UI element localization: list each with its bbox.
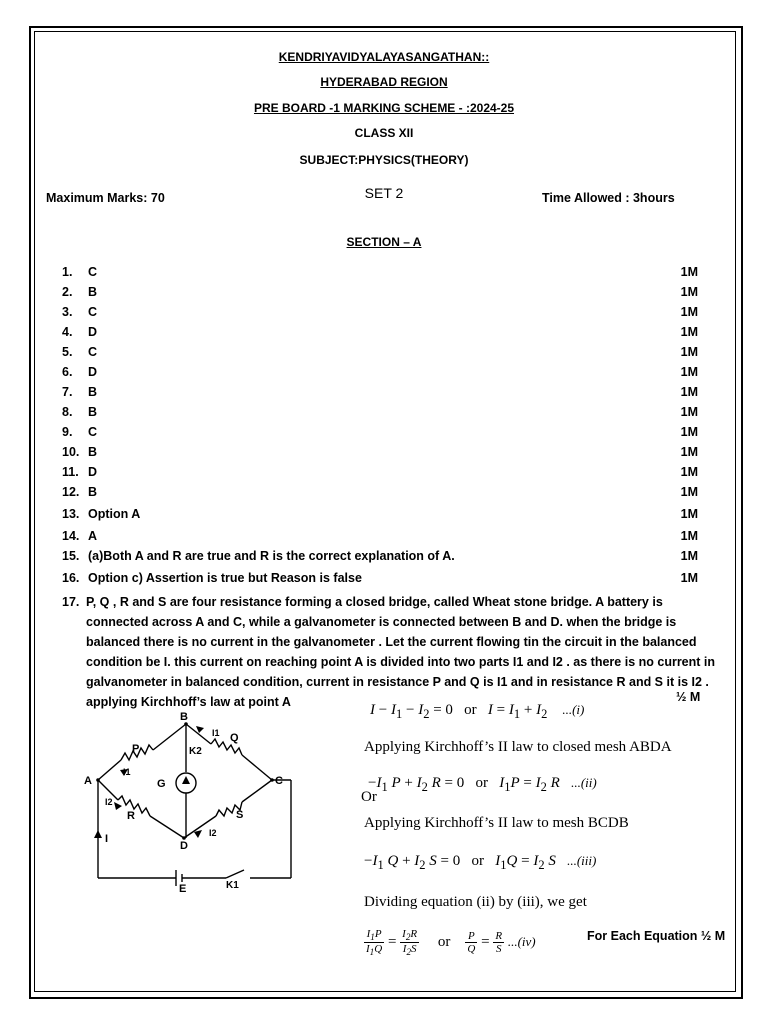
region-name: HYDERABAD REGION: [320, 75, 448, 89]
subject-label: SUBJECT:PHYSICS(THEORY): [299, 153, 469, 167]
answer-row: 5. C 1M: [62, 345, 698, 359]
node-c-label: C: [275, 775, 283, 787]
current-i1-label: I1: [123, 767, 131, 777]
question-17-answer: 17. P, Q , R and S are four resistance forming a closed bridge, called Wheat stone bridge. A battery is connected across A and C, while a galvanometer is connected between B and D. when the bridge is balanced there is no current in the galvanometer . Let the current flowing tin the circuit in the balanced condition be I. this current on reaching point A is divided into two parts I1 and I2 . as there is no current in galvanometer in balanced condition, current in resistance P and Q is I1 and in resistance R and S it is I2 . applying Kirchhoff’s law at point A: [62, 592, 722, 712]
equation-iv: $\frac{I_1P}{I_1Q}$ = $\frac{I_2R}{I_2S}$ or $\frac{P}{Q}$ = $\frac{R}{S}$ ...(iv): [366, 928, 536, 958]
or-label: Or: [361, 789, 377, 805]
answer-row: 14. A 1M: [62, 529, 698, 543]
answer-row: 13. Option A 1M: [62, 507, 698, 521]
section-heading: SECTION – A: [346, 235, 422, 249]
answer-row: 1. C 1M: [62, 265, 698, 279]
answer-row: 6. D 1M: [62, 365, 698, 379]
kirchhoff-abda-text: Applying Kirchhoff’s II law to closed mesh ABDA: [364, 739, 672, 755]
answer-row: 3. C 1M: [62, 305, 698, 319]
question-17-text: P, Q , R and S are four resistance forming a closed bridge, called Wheat stone bridge. A battery is connected across A and C, while a galvanometer is connected between B and D. when the bridge is balanced there is no current in the galvanometer . Let the current flowing tin the circuit in the balanced condition be I. this current on reaching point A is divided into two parts I1 and I2 . as there is no current in galvanometer in balanced condition, current in resistance P and Q is I1 and in resistance R and S it is I2 . applying Kirchhoff’s law at point A: [86, 595, 716, 709]
half-mark-label: ½ M: [676, 690, 701, 704]
answer-row: 9. C 1M: [62, 425, 698, 439]
answer-row: 4. D 1M: [62, 325, 698, 339]
answer-row: 15. (a)Both A and R are true and R is the correct explanation of A. 1M: [62, 549, 698, 563]
galvanometer-label: G: [157, 778, 166, 790]
answer-row: 2. B 1M: [62, 285, 698, 299]
kirchhoff-bcdb-text: Applying Kirchhoff’s II law to mesh BCDB: [364, 815, 629, 831]
answer-row: 7. B 1M: [62, 385, 698, 399]
node-d-label: D: [180, 840, 188, 852]
exam-title: PRE BOARD -1 MARKING SCHEME - :2024-25: [253, 101, 515, 115]
current-i-label: I: [105, 833, 109, 845]
equation-ii: $-I_1$ $P + I_2$ R = 0 or $I_1P = I_2$ R ...(ii): [368, 775, 597, 794]
equation-i: $I - I_1 - I_2 = 0$ or $I = I_1 + I_2$ ...(i): [370, 702, 585, 721]
wheatstone-bridge-diagram: [76, 708, 306, 893]
answer-row: 11. D 1M: [62, 465, 698, 479]
answer-row: 12. B 1M: [62, 485, 698, 499]
resistor-p-label: P: [132, 743, 140, 755]
answer-row: 16. Option c) Assertion is true but Reason is false 1M: [62, 571, 698, 585]
dividing-text: Dividing equation (ii) by (iii), we get: [364, 894, 587, 910]
node-e-label: E: [179, 883, 187, 893]
time-allowed: Time Allowed : 3hours: [542, 191, 675, 205]
node-a-label: A: [84, 775, 92, 787]
class-label: CLASS XII: [354, 126, 414, 140]
answer-row: 10. B 1M: [62, 445, 698, 459]
key-k1-label: K1: [226, 880, 239, 891]
resistor-s-label: S: [236, 809, 244, 821]
equation-iii: $-I_1$ $Q + I_2$ S = 0 or $I_1Q = I_2$ S ...(iii): [364, 853, 597, 872]
each-equation-mark: For Each Equation ½ M: [587, 929, 726, 943]
school-name: KENDRIYAVIDYALAYASANGATHAN::: [278, 50, 490, 64]
resistor-q-label: Q: [230, 732, 239, 744]
current-i2-label: I2: [105, 797, 113, 807]
max-marks: Maximum Marks: 70: [46, 191, 165, 205]
set-label: SET 2: [364, 185, 404, 201]
resistor-r-label: R: [127, 810, 135, 822]
current-i2-label-lower: I2: [209, 828, 217, 838]
node-b-label: B: [180, 711, 188, 723]
current-i1-label-upper: I1: [212, 728, 220, 738]
answer-row: 8. B 1M: [62, 405, 698, 419]
key-k2-label: K2: [189, 746, 202, 757]
